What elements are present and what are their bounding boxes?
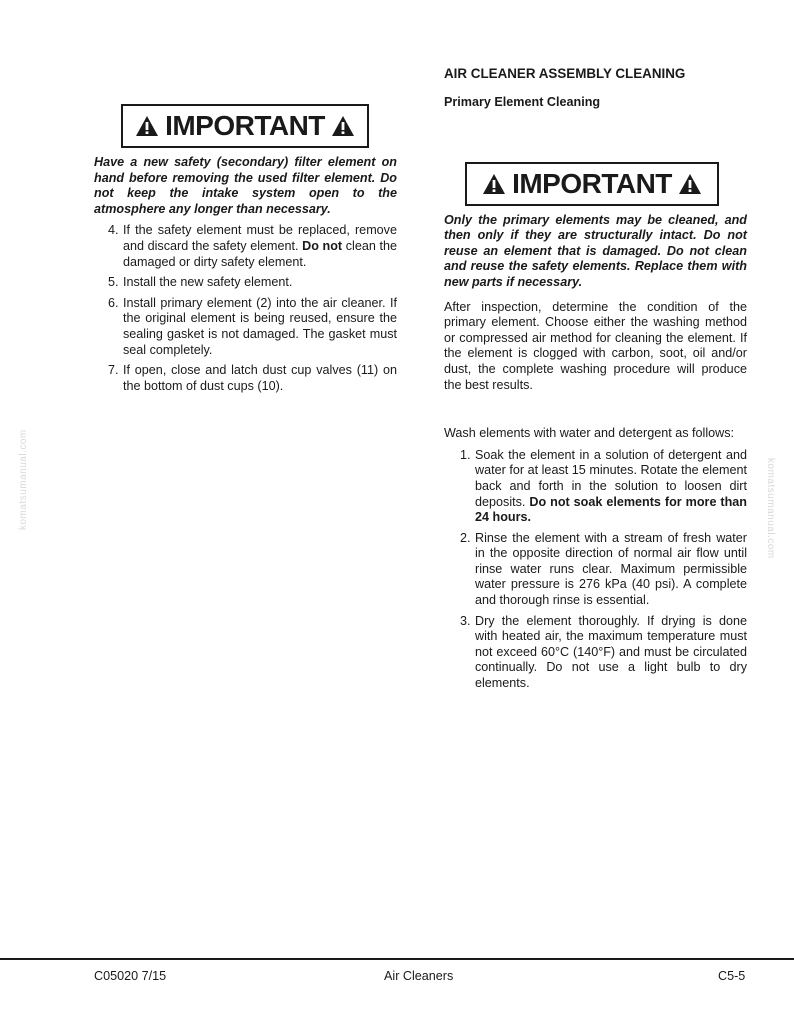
step-item bbox=[94, 363, 397, 394]
step-item bbox=[444, 614, 747, 692]
important-warning-text: Only the primary elements may be cleaned, and then only if they are structurally intact. Do not reuse an element that is damaged. Do not clean and reuse the safety elements. Replace them with new parts if necessary. bbox=[444, 212, 747, 289]
step-number: 1. bbox=[460, 447, 471, 462]
step-number: 7. bbox=[108, 363, 119, 378]
footer-page-number: C5-5 bbox=[718, 969, 746, 983]
procedure-steps bbox=[94, 223, 397, 394]
wash-intro: Wash elements with water and detergent as follows: bbox=[444, 426, 735, 441]
footer-rule bbox=[0, 958, 794, 960]
right-column bbox=[444, 66, 747, 697]
warning-triangle-icon bbox=[331, 115, 355, 137]
important-label: IMPORTANT bbox=[512, 167, 672, 199]
step-text: Install primary element (2) into the air cleaner. If the original element is being reused, ensure the sealing gasket is not damaged. The gasket must seal completely. bbox=[123, 295, 397, 357]
step-item bbox=[94, 296, 397, 358]
watermark-left: komatsumanual.com bbox=[18, 429, 29, 530]
footer-doc-code: C05020 7/15 bbox=[94, 969, 167, 983]
step-item bbox=[94, 223, 397, 270]
step-number: 4. bbox=[108, 223, 119, 238]
step-text: clean the damaged or dirty safety element. bbox=[123, 238, 397, 269]
step-emphasis: Do not bbox=[302, 238, 343, 253]
important-label: IMPORTANT bbox=[165, 110, 325, 141]
step-text: Dry the element thoroughly. If drying is done with heated air, the maximum temperature must not exceed 60°C (140°F) and must be circulated continually. Do not use a light bulb to dry elements. bbox=[475, 613, 747, 691]
step-item bbox=[444, 448, 747, 526]
step-number: 6. bbox=[108, 295, 119, 310]
important-banner bbox=[465, 162, 719, 206]
step-item bbox=[94, 275, 397, 291]
inspection-paragraph: After inspection, determine the condition of the primary element. Choose either the washing method or compressed air method for cleaning the element. If the element is clogged with carbon, soot, oil and/or dust, the complete washing procedure will produce the best results. bbox=[444, 299, 747, 392]
step-text: Install the new safety element. bbox=[123, 275, 293, 290]
warning-triangle-icon bbox=[482, 173, 506, 195]
watermark-right: komatsumanual.com bbox=[765, 458, 776, 559]
step-text: Soak the element in a solution of detergent and water for at least 15 minutes. Rotate the element back and forth in the solution to loosen dirt deposits. bbox=[475, 447, 747, 509]
step-item bbox=[444, 531, 747, 609]
step-number: 3. bbox=[460, 613, 471, 628]
important-banner bbox=[121, 104, 369, 148]
step-number: 2. bbox=[460, 530, 471, 545]
warning-triangle-icon bbox=[678, 173, 702, 195]
step-text: If the safety element must be replaced, remove and discard the safety element. bbox=[123, 223, 397, 253]
washing-steps bbox=[444, 448, 747, 692]
step-emphasis: Do not soak elements for more than 24 hours. bbox=[475, 494, 747, 525]
step-number: 5. bbox=[108, 275, 119, 290]
step-text: If open, close and latch dust cup valves (11) on the bottom of dust cups (10). bbox=[123, 363, 397, 393]
footer-section-name: Air Cleaners bbox=[384, 969, 454, 983]
left-column bbox=[94, 104, 397, 399]
warning-triangle-icon bbox=[135, 115, 159, 137]
important-warning-text: Have a new safety (secondary) filter element on hand before removing the used filter element. Do not keep the intake system open to the atmosphere any longer than necessary. bbox=[94, 155, 397, 216]
subsection-title: Primary Element Cleaning bbox=[444, 95, 601, 109]
step-text: Rinse the element with a stream of fresh water in the opposite direction of normal air flow until rinse water runs clear. Maximum permissible water pressure is 276 kPa (40 psi). A complete and thorough rinse is essential. bbox=[475, 530, 747, 608]
section-title: AIR CLEANER ASSEMBLY CLEANING bbox=[444, 66, 686, 81]
